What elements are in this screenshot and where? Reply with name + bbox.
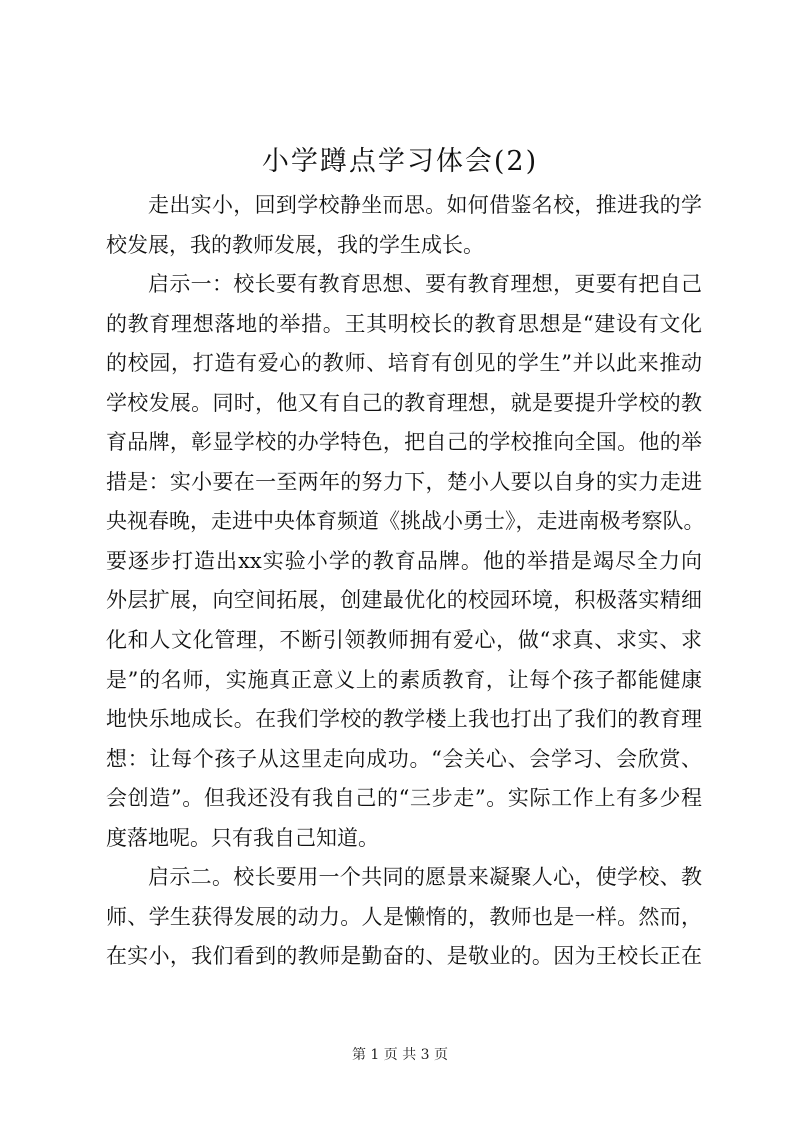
paragraph-2-line-12: 地快乐地成长。在我们学校的教学楼上我也打出了我们的教育理 [106, 707, 702, 732]
paragraph-2-line-4: 学校发展。同时，他又有自己的教育理想，就是要提升学校的教 [106, 390, 702, 415]
paragraph-2-line-1: 启示一：校长要有教育思想、要有教育理想，更要有把自己 [148, 272, 702, 297]
page-number-label: 第 1 页 共 3 页 [351, 1047, 449, 1063]
document-title: 小学蹲点学习体会(2) [261, 146, 539, 177]
paragraph-2-line-14: 会创造”。但我还没有我自己的“三步走”。实际工作上有多少程 [106, 786, 702, 811]
paragraph-3-line-1: 启示二。校长要用一个共同的愿景来凝聚人心，使学校、教 [148, 865, 702, 890]
paragraph-1-line-1: 走出实小，回到学校静坐而思。如何借鉴名校，推进我的学 [148, 193, 702, 217]
paragraph-3-line-2: 师、学生获得发展的动力。人是懒惰的，教师也是一样。然而， [106, 904, 702, 929]
page-footer [0, 1045, 800, 1065]
paragraph-2-line-7: 央视春晚，走进中央体育频道《挑战小勇士》，走进南极考察队。 [106, 509, 705, 534]
paragraph-3-line-3: 在实小，我们看到的教师是勤奋的、是敬业的。因为王校长正在 [106, 944, 702, 969]
paragraph-1-line-2: 校发展，我的教师发展，我的学生成长。 [106, 232, 484, 257]
paragraph-2-line-13: 想：让每个孩子从这里走向成功。“会关心、会学习、会欣赏、 [106, 746, 702, 771]
document-body [106, 186, 705, 977]
paragraph-2-line-2: 的教育理想落地的举措。王其明校长的教育思想是“建设有文化 [106, 311, 702, 336]
paragraph-2-line-3: 的校园，打造有爱心的教师、培育有创见的学生”并以此来推动 [106, 351, 702, 376]
paragraph-2-line-15: 度落地呢。只有我自己知道。 [106, 825, 379, 850]
paragraph-2-line-5: 育品牌，彰显学校的办学特色，把自己的学校推向全国。他的举 [106, 430, 702, 455]
paragraph-2-line-8: 要逐步打造出xx实验小学的教育品牌。他的举措是竭尽全力向 [106, 548, 702, 573]
paragraph-2-line-9: 外层扩展，向空间拓展，创建最优化的校园环境，积极落实精细 [106, 588, 702, 613]
paragraph-2-line-11: 是”的名师，实施真正意义上的素质教育，让每个孩子都能健康 [106, 667, 702, 692]
paragraph-2-line-6: 措是：实小要在一至两年的努力下，楚小人要以自身的实力走进 [106, 469, 702, 494]
paragraph-2-line-10: 化和人文化管理，不断引领教师拥有爱心，做“求真、求实、求 [106, 628, 702, 653]
